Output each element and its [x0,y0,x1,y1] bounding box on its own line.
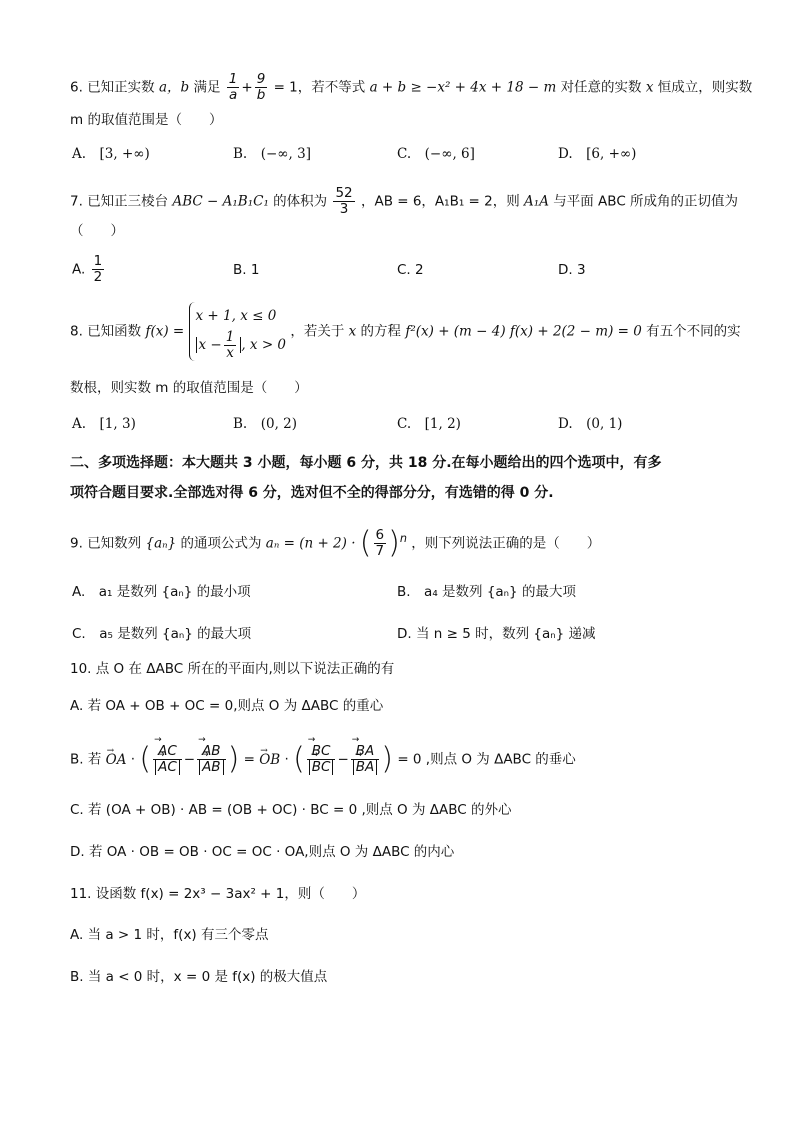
q9-option-b: B. a₄ 是数列 {aₙ} 的最大项 [397,584,576,600]
q10-option-a: A. 若 OA + OB + OC = 0,则点 O 为 ΔABC 的重心 [70,698,384,714]
q8-fx: f(x) = [145,323,185,340]
q7-text-b: 的体积为 [273,193,328,210]
q9-number: 9. [70,535,83,552]
q9-text-a: 已知数列 [87,535,142,552]
q7-text-a: 已知正三棱台 [87,193,169,210]
q8-option-c: C. [1, 2) [397,416,461,432]
q10-option-c: C. 若 (OA + OB) · AB = (OB + OC) · BC = 0 ,则点 O 为 ΔABC 的外心 [70,802,512,818]
q8-option-b: B. (0, 2) [233,416,298,432]
q8-text-b: ，若关于 [290,323,345,340]
q9-formula-pre: aₙ = (n + 2) · [265,535,356,552]
q6-line2: m 的取值范围是（ ） [70,112,223,128]
q10-stem: 10. 点 O 在 ΔABC 所在的平面内,则以下说法正确的有 [70,661,395,677]
q8-piecewise [189,302,287,361]
q8-equation: f²(x) + (m − 4) f(x) + 2(2 − m) = 0 [405,323,642,340]
q10-vec-oa: → OA [106,752,127,768]
q6-inequality: a + b ≥ −x² + 4x + 18 − m [369,79,557,96]
q6-frac-1-over-a: $\frac{1}{a}$ [228,71,238,103]
q9-option-c: C. a₅ 是数列 {aₙ} 的最大项 [72,626,252,642]
q7-option-d: D. 3 [558,262,586,278]
q9-exponent: n [399,532,407,545]
q7-option-b: B. 1 [233,262,260,278]
q8-text-c: 的方程 [360,323,402,340]
q9-line1: 9. 已知数列 {aₙ} 的通项公式为 aₙ = (n + 2) · ( $\frac{6}{7}$ )$^n$ ，则下列说法正确的是（ ） [70,525,601,561]
q8-number: 8. [70,323,83,340]
q9-option-d: D. 当 n ≥ 5 时，数列 {aₙ} 递减 [397,626,596,642]
q8-text-a: 已知函数 [87,323,142,340]
q7-option-a: A. $\frac{1}{2}$ [72,253,103,285]
q7-solid: ABC − A₁B₁C₁ [172,193,269,210]
q8-text-d: 有五个不同的实 [646,323,741,340]
q7-line2: （ ） [70,223,124,239]
q6-number: 6. [70,79,83,96]
q6-option-c: C. (−∞, 6] [397,146,475,162]
q10-vec-ob: → OB [259,752,280,768]
q6-eq1: = 1，若不等式 [273,79,366,96]
q7-edge: A₁A [524,193,549,210]
section-2-heading-line1: 二、多项选择题：本大题共 3 小题，每小题 6 分，共 18 分.在每小题给出的四个选项中，有多 [70,455,662,471]
q7-number: 7. [70,193,83,210]
q6-option-b: B. (−∞, 3] [233,146,311,162]
q6-text-a: 已知正实数 [87,79,155,96]
q6-option-d: D. [6, +∞) [558,146,637,162]
q6-vars: a，b [158,79,190,96]
q6-text-c: 对任意的实数 [560,79,642,96]
q7-text-c: ，AB = 6，A₁B₁ = 2，则 [360,193,520,210]
q6-x: x [645,79,654,96]
q10-frac-bc: → BC → BC [307,744,336,775]
q8-case-2: x − $\frac{1}{x}$ , x > 0 [196,330,287,361]
q6-frac-9-over-b: $\frac{9}{b}$ [256,71,266,103]
q8-option-d: D. (0, 1) [558,416,623,432]
section-2-heading-line2: 项符合题目要求.全部选对得 6 分，选对但不全的得部分分，有选错的得 0 分. [70,485,554,501]
q7-option-c: C. 2 [397,262,424,278]
q7-option-a-frac: $\frac{1}{2}$ [93,253,103,285]
q9-frac-6-7: $\frac{6}{7}$ [375,527,385,559]
q10-frac-ba: → BA → BA [351,744,380,775]
q11-option-a: A. 当 a > 1 时，f(x) 有三个零点 [70,927,269,943]
q7-line1 [70,185,739,217]
q9-text-b: 的通项公式为 [180,535,262,552]
q6-option-a: A. [3, +∞) [72,146,150,162]
q7-text-d: 与平面 ABC 所成角的正切值为 [553,193,739,210]
q6-text-d: 恒成立，则实数 [657,79,753,96]
q9-option-a: A. a₁ 是数列 {aₙ} 的最小项 [72,584,251,600]
q6-line1: 6. 已知正实数 a，b 满足 $\frac{1}{a}$ + $\frac{9}{b}$ = 1，若不等式 a + b ≥ −x² + 4x + 18 − m 对任意的实数 x 恒成立，则实数 [70,71,753,103]
q11-stem: 11. 设函数 f(x) = 2x³ − 3ax² + 1，则（ ） [70,886,366,902]
q10-frac-ac: → AC → AC [153,744,182,775]
q10-option-d: D. 若 OA · OB = OB · OC = OC · OA,则点 O 为 ΔABC 的内心 [70,844,455,860]
q8-line2: 数根，则实数 m 的取值范围是（ ） [70,380,308,396]
q11-option-b: B. 当 a < 0 时，x = 0 是 f(x) 的极大值点 [70,969,328,985]
q8-line1 [70,302,741,361]
q8-case-1: x + 1, x ≤ 0 [195,308,277,324]
q8-option-a: A. [1, 3) [72,416,136,432]
q9-text-c: ，则下列说法正确的是（ ） [411,535,601,552]
q8-x: x [348,323,357,340]
q10-frac-ab: → AB → AB [197,744,226,775]
q10-option-b: B. 若 → OA · ( → AC → AC − → AB → AB ) = → OB · ( → BC → BC − → BA → BA ) = 0 ,则点 O 为 ΔABC 的垂心 [70,744,724,775]
q7-volume-frac: $\frac{52}{3}$ [335,185,353,217]
q6-text-b: 满足 [193,79,221,96]
q9-seq: {aₙ} [145,535,177,552]
